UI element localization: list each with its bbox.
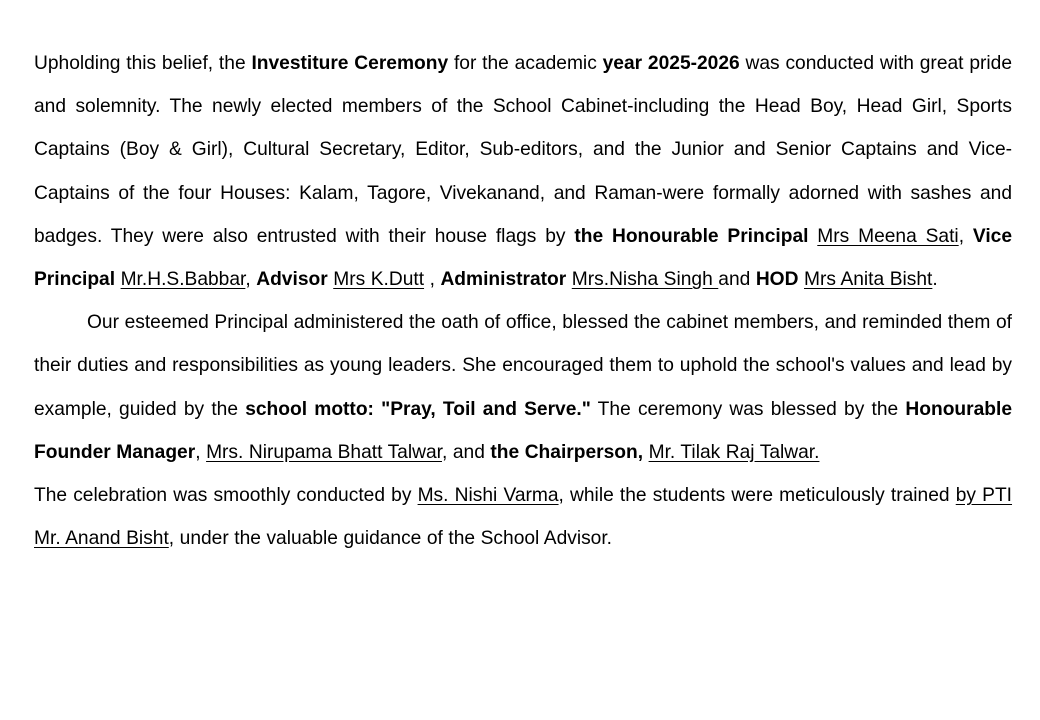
text-segment: for the academic (448, 53, 603, 74)
text-segment: The ceremony was blessed by the (590, 398, 906, 420)
bold-school-motto: school motto: "Pray, Toil and Serve." (245, 398, 591, 420)
paragraph-celebration (34, 474, 1012, 560)
underlined-pti-name: by PTI Mr. Anand Bisht (34, 485, 1013, 550)
text-segment: was conducted with great pride and solemnity. The newly elected members of the School Cabinet-including the Head Boy, Head Girl, Sports Captains (Boy & Girl), Cultural Secretary, Editor, Sub-editors, and the Junior and Senior Captains and Vice-Captains of the four Houses: Kalam, Tagore, Vivekanand, and Raman-were formally adorned with sashes and badges. They were also entrusted with their house flags by (34, 53, 1012, 247)
bold-hod-title: HOD (755, 269, 799, 291)
bold-advisor-title: Advisor (256, 269, 328, 291)
text-segment: , under the valuable guidance of the School Advisor. (168, 528, 613, 550)
underlined-advisor-name: Mrs K.Dutt (333, 269, 425, 291)
bold-founder-manager-title: Honourable Founder Manager (34, 398, 1012, 463)
text-segment: , and (441, 441, 491, 463)
text-segment: , while the students were meticulously trained (558, 485, 956, 507)
underlined-principal-name: Mrs Meena Sati (817, 225, 959, 247)
underlined-founder-manager-name: Mrs. Nirupama Bhatt Talwar (206, 441, 442, 463)
text-segment: Our esteemed Principal administered the oath of office, blessed the cabinet members, and reminded them of their duties and responsibilities as young leaders. She encouraged them to uphold the school's values and lead by example, guided by the (34, 312, 1012, 420)
bold-academic-year: year 2025-2026 (602, 53, 740, 74)
bold-investiture-ceremony: Investiture Ceremony (251, 53, 449, 74)
text-segment: Upholding this belief, the (34, 53, 252, 74)
underlined-hod-name: Mrs Anita Bisht (804, 269, 933, 291)
text-segment: , (245, 269, 257, 291)
text-segment (808, 226, 817, 247)
text-segment: and (718, 269, 756, 291)
paragraph-investiture (34, 42, 1012, 301)
text-segment: , (424, 269, 441, 291)
underlined-anchor-name: Ms. Nishi Varma (417, 485, 559, 507)
bold-vice-principal-title: Vice Principal (34, 225, 1012, 291)
paragraph-oath (34, 301, 1012, 474)
underlined-vice-principal-name: Mr.H.S.Babbar (120, 269, 246, 291)
text-segment: . (932, 269, 938, 291)
bold-chairperson-title: the Chairperson, (490, 441, 644, 463)
bold-principal-title: the Honourable Principal (574, 225, 809, 247)
text-segment: , (958, 225, 973, 247)
text-segment: The celebration was smoothly conducted by (34, 485, 418, 507)
underlined-administrator-name: Mrs.Nisha Singh (571, 269, 719, 291)
bold-administrator-title: Administrator (440, 269, 567, 291)
underlined-chairperson-name: Mr. Tilak Raj Talwar. (648, 441, 820, 463)
text-segment: , (195, 441, 207, 463)
